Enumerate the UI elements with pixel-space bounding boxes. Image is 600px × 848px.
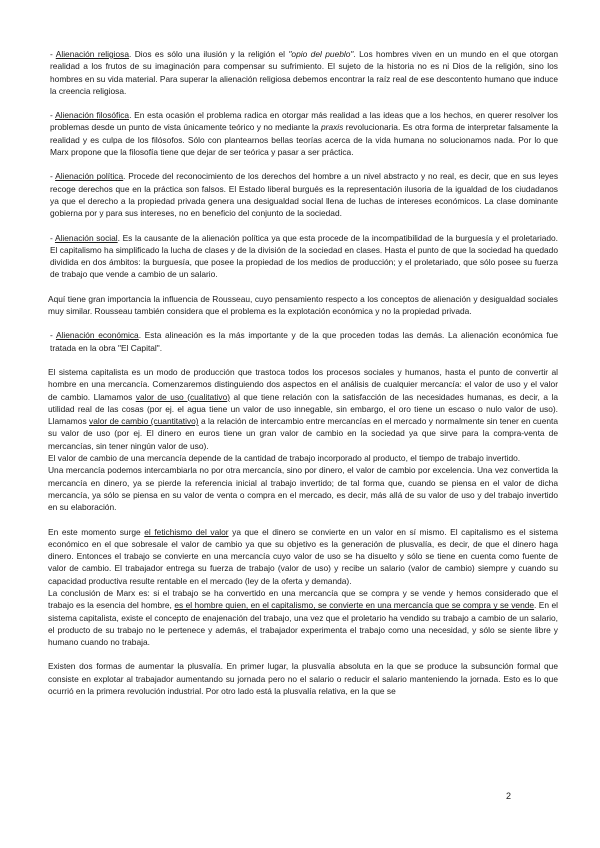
text: al que tiene relación con la satisfacción de las necesidades humanas, es decir, a la utilidad real de las cosas (por ej. el agua tiene un valor de uso innegable, sin embargo, el oro tiene un escaso o nulo valor de uso). Llamamos [48,391,558,427]
term-valor-de-uso: valor de uso (cualitativo) [135,391,231,402]
term-alienacion-social: Alienación social [54,232,118,243]
term-alienacion-economica: Alienación económica [55,330,139,341]
paragraph-alienacion-economica [48,329,558,354]
paragraph-alienacion-filosofica [48,109,558,158]
paragraph-rousseau: Aquí tiene gran importancia la influencia de Rousseau, cuyo pensamiento respecto a los conceptos de alienación y desigualdad sociales muy similar. Rousseau también considera que el problema es la explotación económica y no la propiedad privada. [48,293,558,317]
term-alienacion-politica: Alienación política [55,171,124,182]
bullet-dash: - [50,171,56,182]
page-content [48,48,558,709]
text: . Es la causante de la alienación política ya que esta procede de la incompatibilidad de la burguesía y el proletariado. El capitalismo ha simplificado la lucha de clases y de la división de la sociedad en clases. Hasta el punto de que la sociedad ha quedado dividida en dos ámbitos: la burguesía, que posee la propiedad de los medios de producción; y el proletariado, que sólo posee su fuerza de trabajo que vende a cambio de un salario. [50,232,558,280]
term-alienacion-religiosa: Alienación religiosa [55,49,130,59]
text: . En esta ocasión el problema radica en otorgar más realidad a las ideas que a los hechos, en querer resolver los problemas desde un punto de vista únicamente teórico y no mediante la [50,110,558,133]
paragraph-sistema-capitalista [48,366,558,452]
paragraph-mercancia-dinero: Una mercancía podemos intercambiarla no por otra mercancía, sino por dinero, el valor de cambio por excelencia. Una vez convertida la mercancía en dinero, ya se pierde la referencia inicial al trabajo invertido; de tal forma que, cuando se piensa en el valor de dicha mercancía, ya sólo se piensa en su valor de venta o compra en el mercado, es decir, más allá de su valor de uso y del trabajo invertido en su elaboración. [48,465,558,513]
text: . Procede del reconocimiento de los derechos del hombre a un nivel abstracto y no real, es decir, que en sus leyes recoge derechos que en la práctica son falsos. El Estado liberal burgués es la representación ilusoria de la igualdad de los ciudadanos ya que el derecho a la propiedad privada genera una desigualdad social llena de luchas de intereses económicos. La clase dominante gobierna por y para sus intereses, no en beneficio del conjunto de la sociedad. [50,171,559,219]
term-alienacion-filosofica: Alienación filosófica [55,110,130,121]
text: . Esta alineación es la más importante y de la que proceden todas las demás. La alienación económica fue tratada en la obra "El Capital". [50,330,558,353]
paragraph-plusvalia: Existen dos formas de aumentar la plusvalía. En primer lugar, la plusvalía absoluta en la que se produce la subsunción formal que consiste en explotar al trabajador aumentando su jornada pero no el salario o reducir el salario manteniendo la jornada. Esto es lo que ocurrió en la primera revolución industrial. Por otro lado está la plusvalía relativa, en la que se [48,661,558,697]
text: . En el sistema capitalista, existe el concepto de enajenación del trabajo, una vez que el proletario ha vendido su trabajo a cambio de un salario, el producto de su trabajo no le pertenece y además, el trabajador experimenta el trabajo como una necesidad, y sólo se siente libre y humano cuando no trabaja. [48,600,558,648]
quote-opio: "opio del pueblo" [288,49,354,59]
paragraph-conclusion-marx [48,587,558,648]
text: La conclusión de Marx es: si el trabajo se ha convertido en una mercancía que se compra y se vende y hemos considerado que el trabajo es la esencia del hombre, [48,587,558,611]
paragraph-fetichismo [48,526,558,587]
text: . Los hombres viven en un mundo en el que otorgan realidad a los frutos de su imaginación para compensar su sufrimiento. El sujeto de la historia no es ni Dios de la religión, sino los hombres en su vida material. Para superar la alienación religiosa debemos encontrar la raíz real de ese descontento humano que induce la creencia religiosa. [50,49,558,96]
text: El sistema capitalista es un modo de producción que trastoca todos los procesos sociales y humanos, hasta el punto de convertir al hombre en una mercancía. Comenzaremos distinguiendo dos aspectos en el análisis de cualquier mercancía: el valor de uso y el valor de cambio. Llamamos [48,366,558,402]
paragraph-valor-de-cambio: El valor de cambio de una mercancía depende de la cantidad de trabajo incorporado al producto, el tiempo de trabajo invertido. [48,453,521,464]
page-number: 2 [506,791,512,801]
paragraph-alienacion-politica [48,170,558,219]
text: revolucionaria. Es otra forma de interpretar falsamente la realidad y es culpa de los filósofos. Sólo con plantearnos bellas teorías acerca de la vida humana no solucionamos nada. Por lo que Marx propone que la filosofía tiene que dejar de ser teórica y pasar a ser práctica. [50,122,558,158]
bullet-dash: - [50,232,55,243]
paragraph-alienacion-social [48,232,558,281]
text: . Dios es sólo una ilusión y la religión el [129,49,289,59]
term-praxis: praxis [321,122,344,133]
text: a la relación de intercambio entre mercancías en el mercado y normalmente sin tener en cuenta su valor de uso (por ej. El dinero en euros tiene un gran valor de cambio en la sociedad ya que sirve para la compra-venta de mercancías, sin tener ningún valor de uso). [48,416,559,451]
term-fetichismo-del-valor: el fetichismo del valor [144,526,229,537]
bullet-dash: - [50,330,56,341]
bullet-dash: - [50,49,56,59]
paragraph-alienacion-religiosa [48,48,558,97]
conclusion-underlined: es el hombre quien, en el capitalismo, se convierte en una mercancía que se compra y se vende [174,600,535,611]
bullet-dash: - [50,110,56,121]
text: ya que el dinero se convierte en un valor en sí mismo. El capitalismo es el sistema económico en el que sobresale el valor de cambio ya que su objetivo es la generación de plusvalía, es decir, de que el dinero haga dinero. Entonces el trabajo se convierte en una mercancía cuyo valor de uso se ha disuelto y sólo se tiene en cuenta como fuente de valor de cambio. El trabajador entrega su fuerza de trabajo (valor de uso) y recibe un salario (valor de cambio) siempre y cuando su capacidad productiva resulte rentable en el mercado (ley de la oferta y demanda). [48,526,558,586]
term-valor-de-cambio: valor de cambio (cuantitativo) [89,416,199,427]
text: En este momento surge [48,526,145,537]
